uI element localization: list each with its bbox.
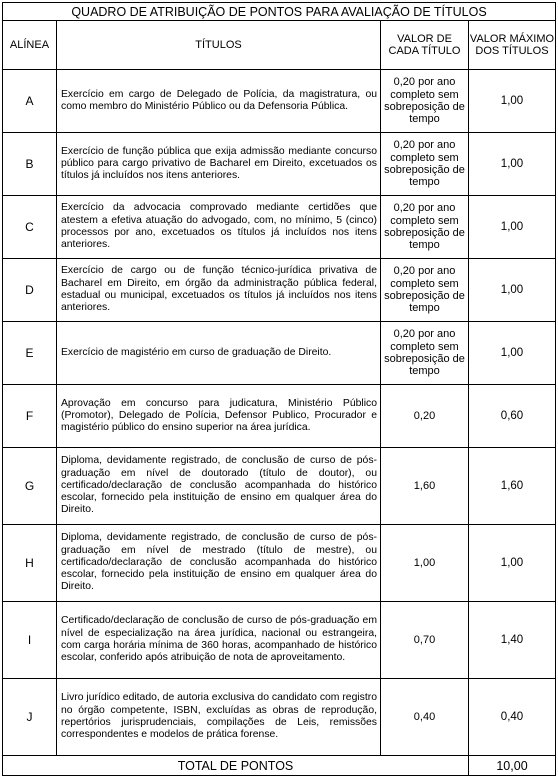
table-row (3, 525, 556, 602)
row-maximo: 1,00 (469, 70, 556, 133)
row-valor: 0,20 por ano completo sem sobreposição de tempo (381, 196, 469, 259)
row-alinea: H (3, 525, 57, 602)
table-row (3, 602, 556, 679)
table-row (3, 448, 556, 525)
table-row (3, 259, 556, 322)
row-maximo: 1,00 (469, 259, 556, 322)
row-valor: 1,60 (381, 448, 469, 525)
row-titulo: Exercício da advocacia comprovado mediante certidões que atestem a efetiva atuação do advogado, com, no mínimo, 5 (cinco) processos por ano, excetuados os títulos já incluídos nos itens anteriores. (57, 196, 381, 259)
header-valor-maximo: VALOR MÁXIMO DOS TÍTULOS (469, 21, 556, 70)
row-valor: 0,20 (381, 385, 469, 448)
row-maximo: 1,00 (469, 525, 556, 602)
points-table (2, 2, 556, 776)
row-titulo: Exercício em cargo de Delegado de Polícia, da magistratura, ou como membro do Ministério Público ou da Defensoria Pública. (57, 70, 381, 133)
total-value: 10,00 (469, 756, 556, 776)
row-maximo: 0,40 (469, 679, 556, 756)
row-titulo: Exercício de cargo ou de função técnico-jurídica privativa de Bacharel em Direito, em órgão da administração pública federal, estadual ou municipal, excetuados os títulos já incluídos nos itens anteriores. (57, 259, 381, 322)
points-table-container (2, 2, 556, 776)
row-alinea: C (3, 196, 57, 259)
row-alinea: G (3, 448, 57, 525)
row-titulo: Exercício de função pública que exija admissão mediante concurso público para cargo privativo de Bacharel em Direito, excetuados os títulos já incluídos nos itens anteriores. (57, 133, 381, 196)
row-alinea: B (3, 133, 57, 196)
total-label: TOTAL DE PONTOS (3, 756, 469, 776)
row-maximo: 1,60 (469, 448, 556, 525)
table-row (3, 70, 556, 133)
header-alinea: ALÍNEA (3, 21, 57, 70)
row-valor: 0,20 por ano completo sem sobreposição de tempo (381, 259, 469, 322)
table-title: QUADRO DE ATRIBUIÇÃO DE PONTOS PARA AVALIAÇÃO DE TÍTULOS (3, 3, 556, 21)
row-maximo: 1,00 (469, 133, 556, 196)
header-titulos: TÍTULOS (57, 21, 381, 70)
row-valor: 0,20 por ano completo sem sobreposição de tempo (381, 70, 469, 133)
row-alinea: I (3, 602, 57, 679)
row-valor: 0,40 (381, 679, 469, 756)
row-titulo: Certificado/declaração de conclusão de curso de pós-graduação em nível de especialização na área jurídica, nacional ou estrangeira, com carga horária mínima de 360 horas, acompanhado de histórico escolar, conferido após atribuição de nota de aproveitamento. (57, 602, 381, 679)
row-valor: 0,20 por ano completo sem sobreposição de tempo (381, 322, 469, 385)
table-row (3, 133, 556, 196)
row-titulo: Livro jurídico editado, de autoria exclusiva do candidato com registro no órgão competente, ISBN, excluídas as obras de reprodução, repertórios jurisprudenciais, compilações de Leis, remissões correspondentes e modelos de prática forense. (57, 679, 381, 756)
row-maximo: 1,00 (469, 322, 556, 385)
table-row (3, 322, 556, 385)
row-alinea: A (3, 70, 57, 133)
table-row (3, 679, 556, 756)
row-alinea: J (3, 679, 57, 756)
row-valor: 0,70 (381, 602, 469, 679)
row-valor: 1,00 (381, 525, 469, 602)
row-titulo: Diploma, devidamente registrado, de conclusão de curso de pós-graduação em nível de doutorado (título de doutor), ou certificado/declaração de conclusão acompanhada do histórico escolar, fornecido pela instituição de ensino em qualquer área do Direito. (57, 448, 381, 525)
table-row (3, 385, 556, 448)
total-row (3, 756, 556, 776)
row-maximo: 0,60 (469, 385, 556, 448)
table-row (3, 196, 556, 259)
header-valor-cada: VALOR DE CADA TÍTULO (381, 21, 469, 70)
row-maximo: 1,00 (469, 196, 556, 259)
row-alinea: D (3, 259, 57, 322)
row-alinea: E (3, 322, 57, 385)
row-valor: 0,20 por ano completo sem sobreposição de tempo (381, 133, 469, 196)
row-maximo: 1,40 (469, 602, 556, 679)
row-titulo: Aprovação em concurso para judicatura, Ministério Público (Promotor), Delegado de Polícia, Defensor Publico, Procurador e magistério público do ensino superior na área jurídica. (57, 385, 381, 448)
row-titulo: Diploma, devidamente registrado, de conclusão de curso de pós-graduação em nível de mestrado (título de mestre), ou certificado/declaração de conclusão acompanhada do histórico escolar, fornecido pela instituição de ensino em qualquer área do Direito. (57, 525, 381, 602)
row-alinea: F (3, 385, 57, 448)
row-titulo: Exercício de magistério em curso de graduação de Direito. (57, 322, 381, 385)
